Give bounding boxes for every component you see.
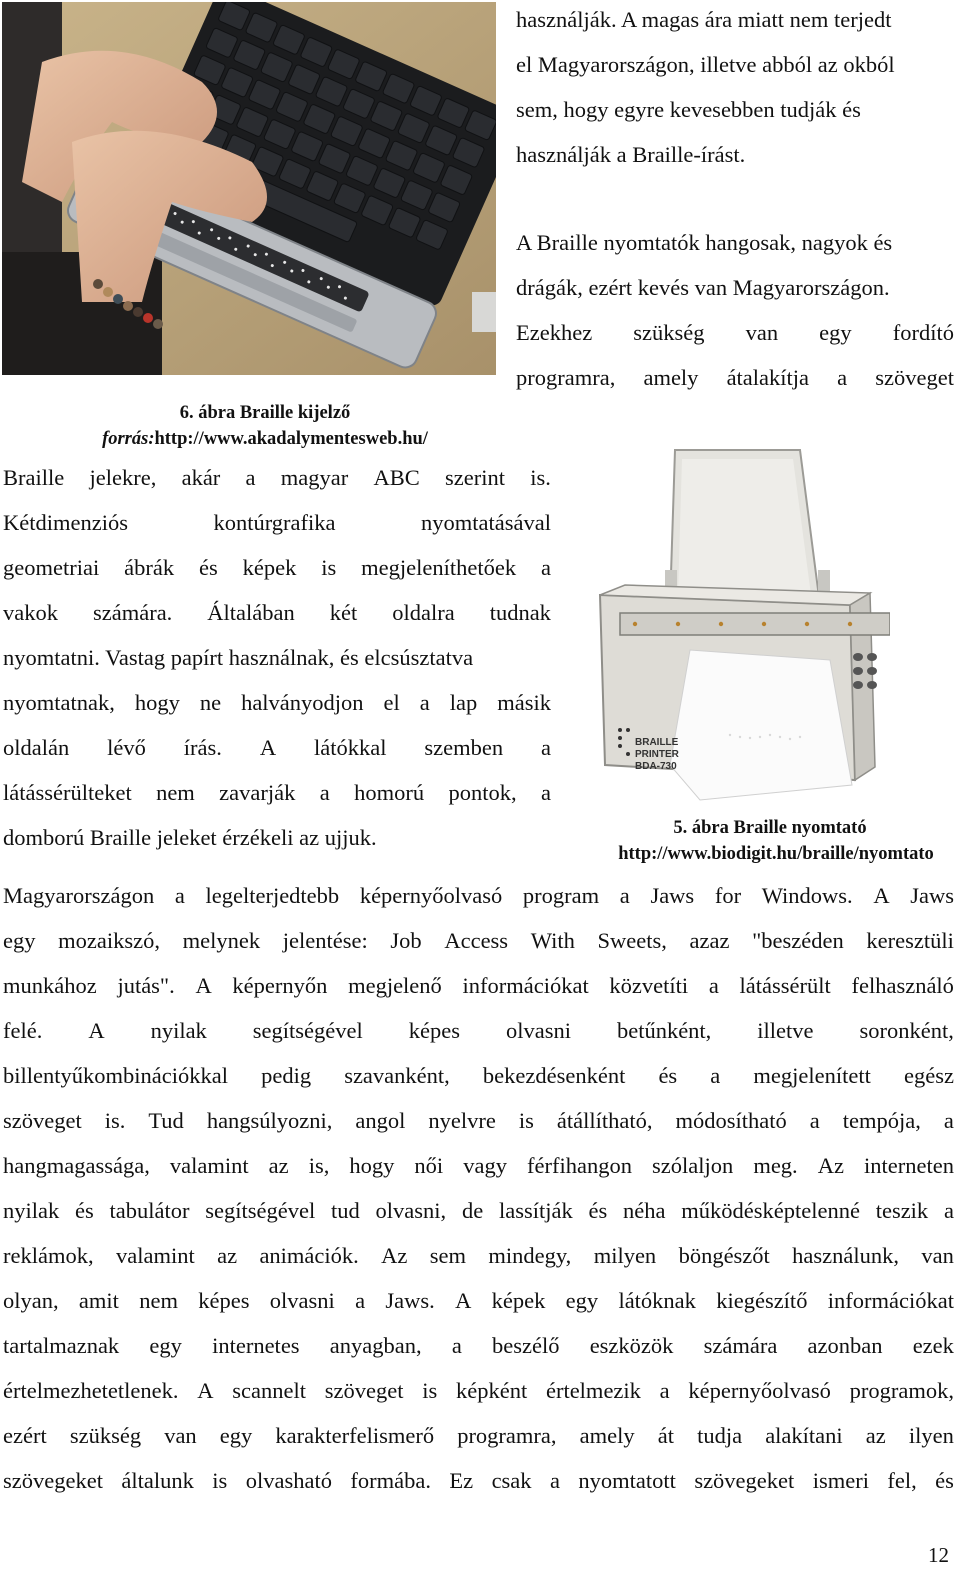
word: reklámok,	[3, 1243, 94, 1268]
word: egy	[149, 1333, 182, 1358]
word: ne	[199, 690, 222, 715]
word: A	[197, 1378, 214, 1403]
word: a	[355, 1288, 366, 1313]
word: A	[88, 1018, 105, 1043]
printer-label-2: PRINTER	[635, 749, 679, 760]
word: mindegy,	[488, 1243, 572, 1268]
word: program	[522, 883, 600, 908]
word: geometriai	[3, 555, 100, 580]
word: is.	[530, 465, 551, 490]
word: a	[943, 1198, 954, 1223]
figure6-source-url[interactable]: http://www.akadalymentesweb.hu/	[154, 429, 428, 449]
word: kontúrgrafika	[213, 510, 336, 535]
word: lévő	[107, 735, 146, 760]
braille-printer-illustration	[590, 445, 890, 810]
left-line-3	[3, 553, 551, 583]
top-right-line-2: el Magyarországon, illetve abból az okból	[516, 52, 895, 77]
word: Jaws	[650, 883, 695, 908]
word: Magyarországon	[3, 883, 155, 908]
word: képek	[242, 555, 297, 580]
word: a	[419, 690, 430, 715]
word: vakok	[3, 600, 58, 625]
word: tartalmaznak	[3, 1333, 120, 1358]
word: megjeleníthetőek	[361, 555, 517, 580]
word: képként	[455, 1378, 528, 1403]
word: fel,	[887, 1468, 917, 1493]
word: értelmezhetetlenek.	[3, 1378, 179, 1403]
word: amely	[579, 1423, 635, 1448]
word: for	[714, 883, 742, 908]
word: hangsúlyozni,	[206, 1108, 333, 1133]
word: át	[657, 1423, 674, 1448]
bottom-line-13	[3, 1421, 954, 1451]
word: jelentése:	[282, 928, 368, 953]
left-line-7	[3, 733, 551, 763]
word: melynek	[182, 928, 261, 953]
word: jutás".	[117, 973, 175, 998]
bottom-line-1	[3, 881, 954, 911]
figure5-source-url[interactable]: http://www.biodigit.hu/braille/nyomtato	[618, 844, 934, 864]
word: és	[198, 555, 218, 580]
word: hangmagassága,	[3, 1153, 150, 1178]
figure5-caption-text: 5. ábra Braille nyomtató	[673, 818, 867, 838]
braille-display-illustration	[2, 2, 496, 375]
word: nem	[139, 1288, 178, 1313]
printer-label-1: BRAILLE	[635, 737, 679, 748]
word: Braille	[3, 465, 65, 490]
page-number: 12	[928, 1543, 949, 1567]
word: tudnak	[489, 600, 551, 625]
top-right-line-4: használják a Braille-írást.	[516, 142, 746, 167]
figure5-photo	[590, 445, 890, 810]
word: módosítható	[675, 1108, 787, 1133]
word: szöveget	[3, 1108, 82, 1133]
word: magyar	[280, 465, 349, 490]
word: szavanként,	[344, 1063, 450, 1088]
word: teszik	[875, 1198, 929, 1223]
word: A	[195, 973, 212, 998]
printer-label-3: BDA-730	[635, 761, 677, 772]
word: pedig	[261, 1063, 312, 1088]
word: billentyűkombinációkkal	[3, 1063, 228, 1088]
figure6-photo	[2, 2, 496, 375]
bottom-line-14	[3, 1466, 954, 1496]
word: azaz	[689, 928, 730, 953]
word: Access	[444, 928, 509, 953]
word: A	[873, 883, 890, 908]
word: nyomtatott	[578, 1468, 676, 1493]
word: hogy	[349, 1153, 395, 1178]
figure6-source	[70, 427, 460, 451]
left-line-5: nyomtatni. Vastag papírt használnak, és elcsúsztatva	[3, 645, 474, 670]
word: olvasható	[245, 1468, 332, 1493]
word: lap	[449, 690, 478, 715]
word: programra,	[516, 365, 616, 390]
word: képernyőolvasó	[688, 1378, 831, 1403]
word: közvetíti	[609, 973, 689, 998]
figure6-source-label: forrás:	[102, 429, 155, 449]
word: olvasni	[505, 1018, 571, 1043]
word: azonban	[807, 1333, 883, 1358]
word: valamint	[169, 1153, 249, 1178]
word: Kétdimenziós	[3, 510, 128, 535]
word: képernyőn	[232, 973, 328, 998]
word: bekezdésenként	[482, 1063, 626, 1088]
word: átalakítja	[726, 365, 810, 390]
word: de	[461, 1198, 484, 1223]
word: ilyen	[908, 1423, 954, 1448]
word: egy	[3, 928, 36, 953]
top-right-line-3: sem, hogy egyre kevesebben tudják és	[516, 97, 861, 122]
word: a	[708, 973, 719, 998]
word: ABC	[373, 465, 420, 490]
word: információkat	[462, 973, 589, 998]
word: felé.	[3, 1018, 43, 1043]
word: két	[329, 600, 358, 625]
word: az	[865, 1423, 886, 1448]
word: a	[549, 1468, 560, 1493]
word: szólaljon	[652, 1153, 734, 1178]
word: egy	[219, 1423, 253, 1448]
word: fordító	[892, 320, 954, 345]
bottom-line-9	[3, 1241, 954, 1271]
word: ismeri	[812, 1468, 869, 1493]
word: karakterfelismerő	[275, 1423, 435, 1448]
word: csak	[491, 1468, 532, 1493]
word: képes	[408, 1018, 460, 1043]
left-line-6	[3, 688, 551, 718]
word: formába.	[350, 1468, 431, 1493]
word: általunk	[121, 1468, 194, 1493]
bottom-line-12	[3, 1376, 954, 1406]
word: milyen	[593, 1243, 657, 1268]
word: mozaikszó,	[58, 928, 160, 953]
word: látássérülteket	[3, 780, 132, 805]
word: Job	[390, 928, 422, 953]
word: hogy	[134, 690, 180, 715]
left-line-1	[3, 463, 551, 493]
figure5-source	[594, 842, 958, 866]
word: van	[164, 1423, 197, 1448]
mid-right-line-2: drágák, ezért kevés van Magyarországon.	[516, 275, 890, 300]
word: is	[212, 1468, 228, 1493]
word: soronként,	[859, 1018, 954, 1043]
word: olyan,	[3, 1288, 59, 1313]
word: látókkal	[313, 735, 387, 760]
word: női	[414, 1153, 444, 1178]
word: akár	[181, 465, 221, 490]
word: eszközök	[589, 1333, 674, 1358]
word: az	[217, 1243, 238, 1268]
word: A	[455, 1288, 472, 1313]
word: képes	[198, 1288, 250, 1313]
word: nyilak	[3, 1198, 60, 1223]
word: el	[383, 690, 400, 715]
word: valamint	[115, 1243, 195, 1268]
word: zavarják	[219, 780, 296, 805]
bottom-line-2	[3, 926, 954, 956]
word: is	[422, 1378, 438, 1403]
word: Jaws.	[385, 1288, 435, 1313]
mid-right-line-1: A Braille nyomtatók hangosak, nagyok és	[516, 230, 893, 255]
word: másik	[497, 690, 551, 715]
word: szükség	[633, 320, 705, 345]
word: Windows.	[761, 883, 853, 908]
word: nyomtatnak,	[3, 690, 115, 715]
word: animációk.	[259, 1243, 359, 1268]
word: olvasni	[269, 1288, 335, 1313]
word: oldalra	[392, 600, 455, 625]
word: amit	[78, 1288, 119, 1313]
word: interneten	[864, 1153, 954, 1178]
bottom-line-10	[3, 1286, 954, 1316]
left-line-9: domború Braille jeleket érzékeli az ujjuk.	[3, 825, 377, 850]
word: egy	[819, 320, 852, 345]
left-line-2	[3, 508, 551, 538]
word: nyelvre	[428, 1108, 496, 1133]
word: keresztüli	[866, 928, 954, 953]
word: információkat	[827, 1288, 954, 1313]
word: van	[921, 1243, 954, 1268]
word: és	[658, 1063, 678, 1088]
word: szövegeket	[3, 1468, 103, 1493]
word: a	[619, 883, 630, 908]
word: lassítják	[498, 1198, 573, 1223]
word: a	[710, 1063, 721, 1088]
word: tempója,	[842, 1108, 921, 1133]
word: a	[319, 780, 330, 805]
word: tud	[331, 1198, 360, 1223]
word: szükség	[69, 1423, 142, 1448]
word: ábrák	[124, 555, 175, 580]
word: halványodjon	[241, 690, 364, 715]
word: felhasználó	[851, 973, 954, 998]
word: alakítani	[765, 1423, 843, 1448]
word: képernyőolvasó	[359, 883, 503, 908]
word: With	[530, 928, 575, 953]
word: programok,	[849, 1378, 954, 1403]
word: a	[174, 883, 185, 908]
word: Általában	[207, 600, 295, 625]
word: scannelt	[232, 1378, 306, 1403]
word: megjelenített	[753, 1063, 871, 1088]
left-line-8	[3, 778, 551, 808]
bottom-line-8	[3, 1196, 954, 1226]
word: szöveget	[324, 1378, 404, 1403]
word: homorú	[354, 780, 425, 805]
word: a	[451, 1333, 462, 1358]
word: angol	[355, 1108, 406, 1133]
word: beszélő	[492, 1333, 560, 1358]
word: Tud	[148, 1108, 184, 1133]
word: egész	[903, 1063, 954, 1088]
word: segítségével	[252, 1018, 363, 1043]
word: értelmezik	[545, 1378, 641, 1403]
figure6-caption-text: 6. ábra Braille kijelző	[179, 403, 351, 423]
word: vagy	[463, 1153, 507, 1178]
word: látóknak	[618, 1288, 696, 1313]
word: és	[935, 1468, 954, 1493]
word: kiegészítő	[716, 1288, 808, 1313]
word: böngészőt	[678, 1243, 770, 1268]
word: látássérült	[739, 973, 831, 998]
word: írás.	[183, 735, 222, 760]
word: internetes	[212, 1333, 300, 1358]
word: használunk,	[792, 1243, 900, 1268]
word: programra,	[457, 1423, 557, 1448]
word: sem	[429, 1243, 467, 1268]
word: jelekre,	[89, 465, 157, 490]
word: a	[659, 1378, 670, 1403]
word: Az	[817, 1153, 844, 1178]
word: és	[588, 1198, 608, 1223]
word: tabulátor	[109, 1198, 190, 1223]
word: a	[837, 365, 848, 390]
word: illetve	[757, 1018, 814, 1043]
mid-right-line-3	[516, 318, 954, 348]
word: a	[541, 735, 551, 760]
word: képek	[491, 1288, 546, 1313]
word: Sweets,	[597, 928, 667, 953]
word: szöveget	[875, 365, 954, 390]
word: Az	[381, 1243, 408, 1268]
left-line-4	[3, 598, 551, 628]
word: oldalán	[3, 735, 70, 760]
word: ezért	[3, 1423, 47, 1448]
bottom-line-5	[3, 1061, 954, 1091]
word: betűnként,	[616, 1018, 712, 1043]
word: szövegeket	[694, 1468, 795, 1493]
word: működésképtelenné	[681, 1198, 860, 1223]
word: amely	[643, 365, 699, 390]
word: Jaws	[910, 883, 954, 908]
word: ezek	[912, 1333, 954, 1358]
word: is	[321, 555, 337, 580]
word: átállítható,	[556, 1108, 653, 1133]
bottom-line-7	[3, 1151, 954, 1181]
word: Ezekhez	[516, 320, 593, 345]
word: anyagban,	[329, 1333, 422, 1358]
word: pontok,	[448, 780, 517, 805]
word: az	[268, 1153, 289, 1178]
word: segítségével	[205, 1198, 316, 1223]
word: meg.	[753, 1153, 798, 1178]
word: szemben	[424, 735, 504, 760]
word: olvasni,	[375, 1198, 447, 1223]
word: számára	[703, 1333, 778, 1358]
word: munkához	[3, 973, 97, 998]
word: legelterjedtebb	[205, 883, 340, 908]
word: és	[75, 1198, 94, 1223]
word: néha	[622, 1198, 666, 1223]
word: a	[809, 1108, 820, 1133]
bottom-line-3	[3, 971, 954, 1001]
word: "beszéden	[752, 928, 844, 953]
word: megjelenő	[348, 973, 442, 998]
mid-right-line-4	[516, 363, 954, 393]
word: egy	[565, 1288, 599, 1313]
word: van	[745, 320, 779, 345]
word: nyilak	[150, 1018, 207, 1043]
word: szerint	[445, 465, 506, 490]
word: Ez	[449, 1468, 474, 1493]
word: férfihangon	[527, 1153, 632, 1178]
word: is.	[104, 1108, 126, 1133]
top-right-line-1: használják. A magas ára miatt nem terjedt	[516, 7, 892, 32]
word: A	[259, 735, 277, 760]
word: számára.	[92, 600, 173, 625]
word: is	[518, 1108, 534, 1133]
word: a	[245, 465, 256, 490]
word: tudja	[697, 1423, 743, 1448]
word: a	[943, 1108, 954, 1133]
word: nyomtatásával	[421, 510, 551, 535]
bottom-line-11	[3, 1331, 954, 1361]
bottom-line-6	[3, 1106, 954, 1136]
figure5-caption	[640, 816, 900, 840]
word: a	[540, 780, 551, 805]
word: is,	[308, 1153, 330, 1178]
bottom-line-4	[3, 1016, 954, 1046]
word: nem	[156, 780, 195, 805]
figure6-caption	[140, 401, 390, 425]
word: a	[540, 555, 551, 580]
